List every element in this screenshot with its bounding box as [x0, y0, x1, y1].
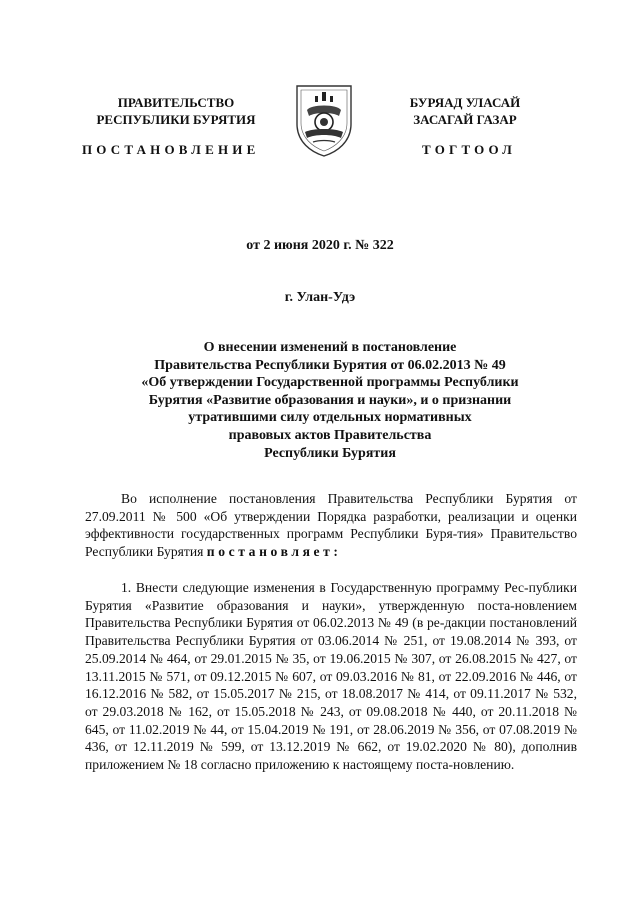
decree-word: постановляет:	[206, 544, 342, 560]
title-line: Бурятия «Развитие образования и науки», и о признании	[148, 392, 512, 408]
issuer-line: ЗАСАГАЙ ГАЗАР	[413, 112, 517, 127]
city: г. Улан-Удэ	[284, 290, 356, 305]
doc-type-russian: ПОСТАНОВЛЕНИЕ	[82, 142, 260, 157]
title-line: Республики Бурятия	[264, 445, 396, 461]
document-title	[80, 339, 580, 462]
preamble-paragraph	[85, 490, 577, 561]
issuer-name-russian	[66, 94, 286, 128]
preamble-text: Во исполнение постановления Правительства Республики Бурятия от 27.09.2011 № 500 «Об утверждении Порядка разработки, реализации и оценки эффективности государственных программ Республики Буря-тия» Правительство Республики Бурятия	[85, 491, 577, 560]
issuer-line: РЕСПУБЛИКИ БУРЯТИЯ	[96, 112, 256, 127]
title-line: Правительства Республики Бурятия от 06.02.2013 № 49	[154, 357, 506, 373]
issuer-line: ПРАВИТЕЛЬСТВО	[117, 95, 235, 110]
title-line: О внесении изменений в постановление	[203, 340, 457, 355]
doc-type-buryat: ТОГТООЛ	[422, 142, 517, 157]
title-line: утратившими силу отдельных нормативных	[188, 410, 472, 426]
issuer-line: БУРЯАД УЛАСАЙ	[409, 95, 521, 110]
date-and-number: от 2 июня 2020 г. № 322	[246, 238, 394, 253]
issuer-name-buryat	[352, 94, 578, 128]
title-line: правовых актов Правительства	[228, 427, 432, 443]
coat-of-arms-icon	[293, 80, 355, 158]
item-1-paragraph: 1. Внести следующие изменения в Государственную программу Рес-публики Бурятия «Развитие образования и науки», утвержденную поста-новлением Правительства Республики Бурятия от 06.02.2013 № 49 (в ре-дакции постановлений Правительства Республики Бурятия от 03.06.2014 № 251, от 19.08.2014 № 393, от 25.09.2014 № 464, от 29.01.2015 № 35, от 19.06.2015 № 307, от 26.08.2015 № 427, от 13.11.2015 № 571, от 09.12.2015 № 607, от 09.03.2016 № 81, от 22.09.2016 № 446, от 16.12.2016 № 582, от 15.05.2017 № 215, от 18.08.2017 № 414, от 09.11.2017 № 532, от 29.03.2018 № 162, от 15.05.2018 № 243, от 09.08.2018 № 440, от 20.11.2018 № 645, от 11.02.2019 № 44, от 15.04.2019 № 191, от 28.06.2019 № 356, от 07.08.2019 № 436, от 12.11.2019 № 599, от 13.12.2019 № 662, от 19.02.2020 № 80), дополнив приложением № 18 согласно приложению к настоящему поста-новлению.	[85, 580, 577, 773]
title-line: «Об утверждении Государственной программы Республики	[141, 375, 519, 391]
